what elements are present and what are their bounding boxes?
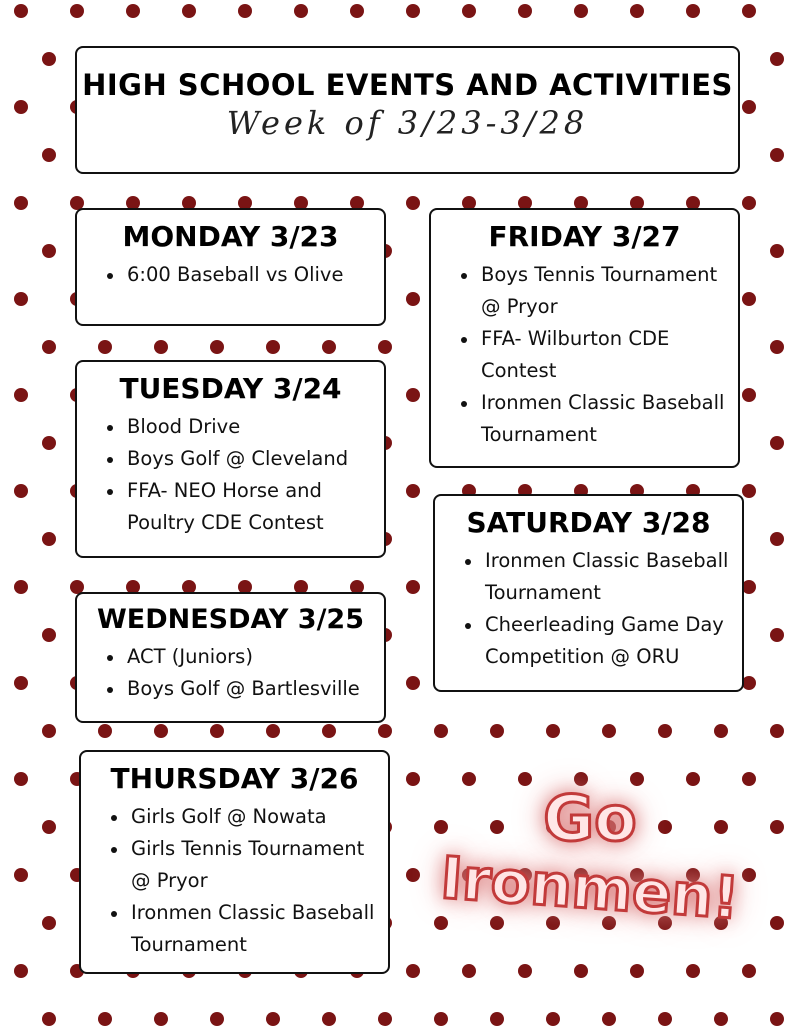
polka-dot <box>294 4 308 18</box>
day-title: WEDNESDAY 3/25 <box>96 604 365 635</box>
polka-dot <box>406 4 420 18</box>
event-item: Ironmen Classic Baseball Tournament <box>463 545 742 609</box>
event-item: Boys Tennis Tournament @ Pryor <box>459 259 738 323</box>
polka-dot <box>182 4 196 18</box>
event-list <box>77 411 384 539</box>
polka-dot <box>14 580 28 594</box>
polka-dot <box>42 244 56 258</box>
polka-dot <box>770 820 784 834</box>
polka-dot <box>742 4 756 18</box>
polka-dot <box>518 4 532 18</box>
polka-dot <box>42 820 56 834</box>
polka-dot <box>742 676 756 690</box>
day-title: TUESDAY 3/24 <box>119 372 342 405</box>
go-ironmen-slogan <box>410 770 770 970</box>
polka-dot <box>98 340 112 354</box>
week-subtitle: Week of 3/23-3/28 <box>226 104 589 142</box>
event-list <box>81 801 388 961</box>
event-item: Blood Drive <box>105 411 384 443</box>
polka-dot <box>42 436 56 450</box>
polka-dot <box>154 340 168 354</box>
polka-dot <box>406 484 420 498</box>
polka-dot <box>770 628 784 642</box>
polka-dot <box>14 772 28 786</box>
polka-dot <box>42 916 56 930</box>
polka-dot <box>742 484 756 498</box>
event-list <box>431 259 738 451</box>
slogan-line-ironmen: Ironmen! <box>438 843 742 933</box>
day-title: MONDAY 3/23 <box>122 220 339 253</box>
polka-dot <box>658 724 672 738</box>
polka-dot <box>574 4 588 18</box>
polka-dot <box>770 244 784 258</box>
polka-dot <box>14 964 28 978</box>
polka-dot <box>770 724 784 738</box>
polka-dot <box>266 724 280 738</box>
polka-dot <box>378 724 392 738</box>
event-item: Cheerleading Game Day Competition @ ORU <box>463 609 742 673</box>
polka-dot <box>406 292 420 306</box>
polka-dot <box>630 4 644 18</box>
polka-dot <box>42 724 56 738</box>
polka-dot <box>238 4 252 18</box>
polka-dot <box>14 100 28 114</box>
polka-dot <box>406 580 420 594</box>
day-title: THURSDAY 3/26 <box>110 762 359 795</box>
polka-dot <box>742 292 756 306</box>
polka-dot <box>490 724 504 738</box>
polka-dot <box>770 148 784 162</box>
day-card-thursday <box>79 750 390 974</box>
polka-dot <box>210 340 224 354</box>
page-title: HIGH SCHOOL EVENTS AND ACTIVITIES <box>82 68 733 102</box>
slogan-line-go: Go <box>543 782 637 855</box>
polka-dot <box>406 196 420 210</box>
event-list <box>435 545 742 673</box>
event-list <box>77 259 384 291</box>
polka-dot <box>42 52 56 66</box>
polka-dot <box>322 340 336 354</box>
polka-dot <box>434 724 448 738</box>
polka-dot <box>770 436 784 450</box>
day-card-tuesday <box>75 360 386 558</box>
polka-dot <box>686 4 700 18</box>
polka-dot <box>406 676 420 690</box>
event-item: Boys Golf @ Cleveland <box>105 443 384 475</box>
event-item: Girls Tennis Tournament @ Pryor <box>109 833 388 897</box>
event-item: ACT (Juniors) <box>105 641 384 673</box>
polka-dot <box>378 340 392 354</box>
event-item: FFA- Wilburton CDE Contest <box>459 323 738 387</box>
polka-dot <box>14 484 28 498</box>
polka-dot <box>14 4 28 18</box>
polka-dot <box>546 724 560 738</box>
polka-dot <box>42 340 56 354</box>
polka-dot <box>322 724 336 738</box>
day-card-monday <box>75 208 386 326</box>
day-title: FRIDAY 3/27 <box>488 220 681 253</box>
event-list <box>77 641 384 705</box>
polka-dot <box>742 196 756 210</box>
polka-dot <box>742 388 756 402</box>
event-item: 6:00 Baseball vs Olive <box>105 259 384 291</box>
polka-dot <box>462 4 476 18</box>
polka-dot <box>350 4 364 18</box>
polka-dot <box>770 340 784 354</box>
polka-dot <box>14 676 28 690</box>
event-item: Ironmen Classic Baseball Tournament <box>459 387 738 451</box>
polka-dot <box>14 292 28 306</box>
event-item: Ironmen Classic Baseball Tournament <box>109 897 388 961</box>
event-item: FFA- NEO Horse and Poultry CDE Contest <box>105 475 384 539</box>
polka-dot <box>126 4 140 18</box>
polka-dot <box>42 628 56 642</box>
polka-dot <box>14 868 28 882</box>
day-card-saturday <box>433 494 744 692</box>
event-item: Girls Golf @ Nowata <box>109 801 388 833</box>
event-item: Boys Golf @ Bartlesville <box>105 673 384 705</box>
polka-dot <box>266 340 280 354</box>
day-card-wednesday <box>75 592 386 723</box>
polka-dot <box>210 724 224 738</box>
polka-dot <box>406 388 420 402</box>
polka-dot <box>770 52 784 66</box>
header-banner <box>75 46 740 174</box>
polka-dot <box>70 4 84 18</box>
polka-dot <box>770 532 784 546</box>
polka-dot <box>770 916 784 930</box>
polka-dot <box>602 724 616 738</box>
polka-dot <box>154 724 168 738</box>
polka-dot <box>14 388 28 402</box>
polka-dot <box>14 196 28 210</box>
polka-dot <box>42 532 56 546</box>
day-card-friday <box>429 208 740 468</box>
day-title: SATURDAY 3/28 <box>466 506 711 539</box>
polka-dot <box>98 724 112 738</box>
polka-dot <box>742 580 756 594</box>
polka-dot <box>742 100 756 114</box>
polka-dot <box>714 724 728 738</box>
polka-dot <box>42 148 56 162</box>
